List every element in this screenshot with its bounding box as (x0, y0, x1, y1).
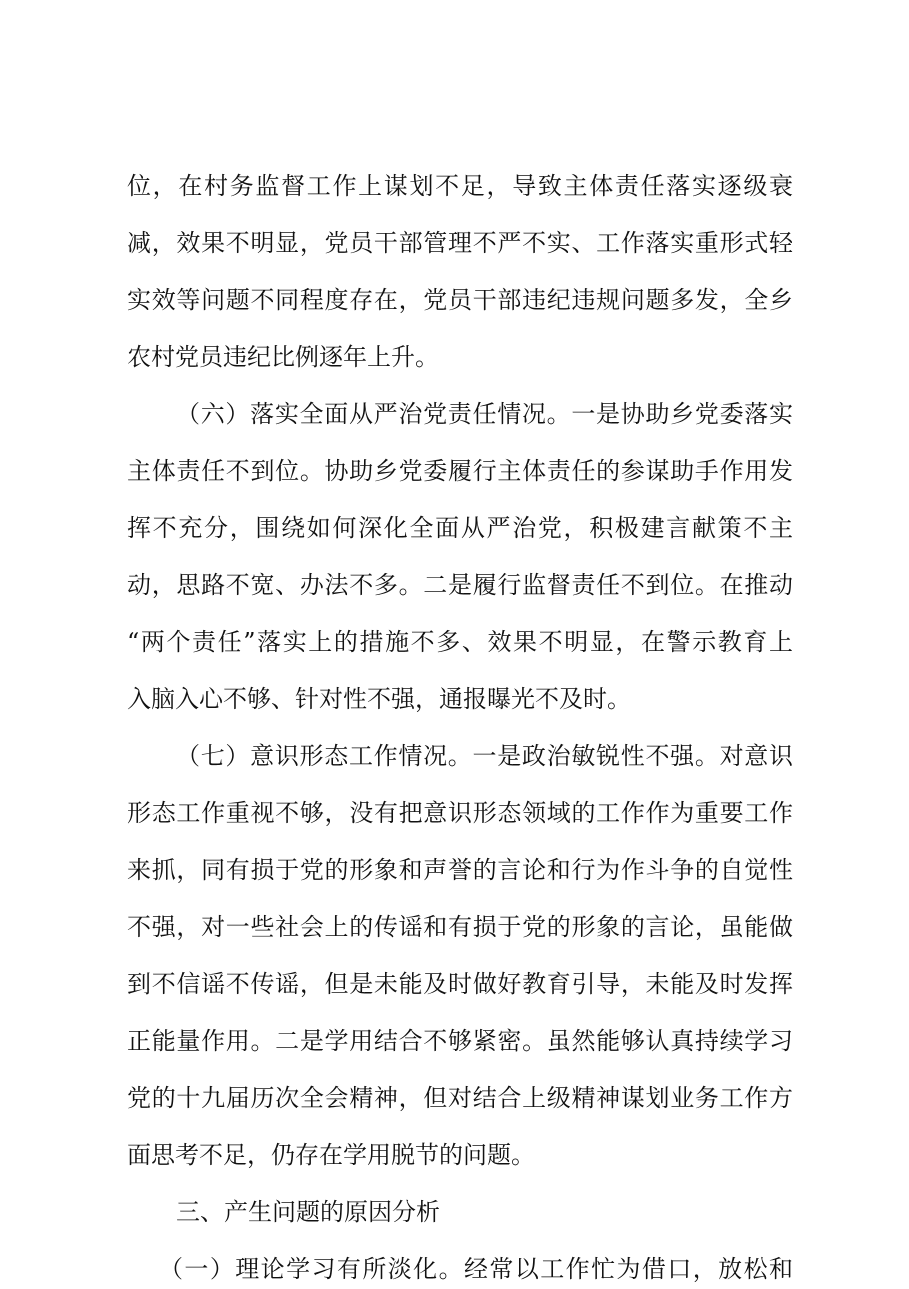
text-line (0, 850, 909, 890)
line-text: （一）理论学习有所淡化。经常以工作忙为借口，放松和 (159, 1255, 793, 1283)
paragraph-start-line (0, 736, 909, 776)
line-text: 农村党员违纪比例逐年上升。 (127, 343, 439, 371)
line-text: 党的十九届历次全会精神，但对结合上级精神谋划业务工作方 (127, 1084, 793, 1112)
text-line (0, 508, 909, 548)
text-line (0, 622, 909, 662)
text-line (0, 451, 909, 491)
text-line (0, 679, 909, 719)
text-line (0, 280, 909, 320)
paragraph-start-line (0, 1249, 909, 1289)
line-text: 面思考不足，仍存在学用脱节的问题。 (127, 1141, 535, 1169)
text-line (0, 907, 909, 947)
line-text: 动，思路不宽、办法不多。二是履行监督责任不到位。在推动 (127, 571, 793, 599)
line-text: 主体责任不到位。协助乡党委履行主体责任的参谋助手作用发 (127, 457, 793, 485)
line-text: 入脑入心不够、针对性不强，通报曝光不及时。 (127, 685, 631, 713)
line-text: 来抓，同有损于党的形象和声誉的言论和行为作斗争的自觉性 (127, 856, 793, 884)
text-line (0, 1078, 909, 1118)
line-text: 实效等问题不同程度存在，党员干部违纪违规问题多发，全乡 (127, 286, 793, 314)
line-text: 不强，对一些社会上的传谣和有损于党的形象的言论，虽能做 (127, 913, 793, 941)
section-heading (0, 1192, 909, 1232)
text-line (0, 166, 909, 206)
text-line (0, 565, 909, 605)
text-line (0, 337, 909, 377)
text-line (0, 1135, 909, 1175)
line-text: 正能量作用。二是学用结合不够紧密。虽然能够认真持续学习 (127, 1027, 793, 1055)
line-text: （六）落实全面从严治党责任情况。一是协助乡党委落实 (176, 400, 793, 428)
paragraph-start-line (0, 394, 909, 434)
line-text: 到不信谣不传谣，但是未能及时做好教育引导，未能及时发挥 (127, 970, 793, 998)
line-text: 形态工作重视不够，没有把意识形态领域的工作作为重要工作 (127, 799, 793, 827)
line-text: “两个责任”落实上的措施不多、效果不明显，在警示教育上 (127, 628, 793, 656)
text-line (0, 964, 909, 1004)
line-text: 挥不充分，围绕如何深化全面从严治党，积极建言献策不主 (127, 514, 793, 542)
text-line (0, 1021, 909, 1061)
line-text: 位，在村务监督工作上谋划不足，导致主体责任落实逐级衰 (127, 172, 793, 200)
heading-text: 三、产生问题的原因分析 (176, 1198, 440, 1226)
line-text: （七）意识形态工作情况。一是政治敏锐性不强。对意识 (176, 742, 793, 770)
text-line (0, 223, 909, 263)
line-text: 减，效果不明显，党员干部管理不严不实、工作落实重形式轻 (127, 229, 793, 257)
text-line (0, 793, 909, 833)
